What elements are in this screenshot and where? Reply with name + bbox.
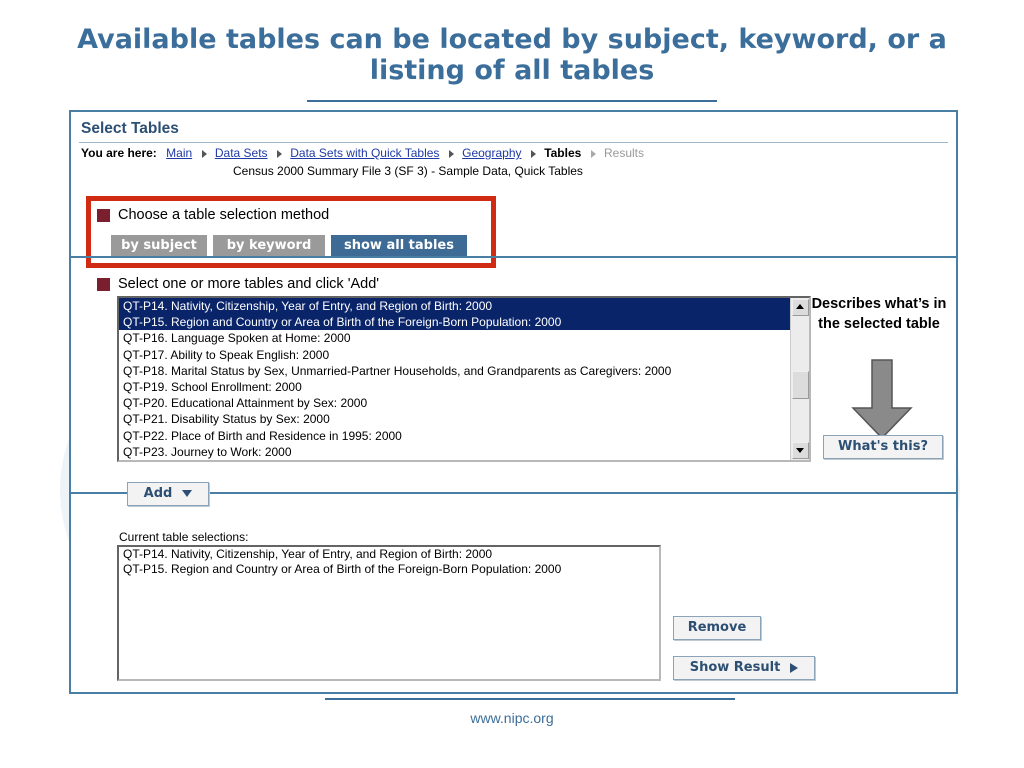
table-list-item[interactable]: QT-P23. Journey to Work: 2000 [123,444,292,459]
current-selection-item[interactable]: QT-P15. Region and Country or Area of Birth of the Foreign-Born Population: 2000 [123,562,562,576]
table-list-item[interactable]: QT-P14. Nativity, Citizenship, Year of Entry, and Region of Birth: 2000 [119,298,809,314]
tab-by-subject[interactable]: by subject [111,235,207,256]
select-section [97,276,379,292]
table-list-item[interactable]: QT-P19. School Enrollment: 2000 [123,379,302,394]
tab-by-keyword[interactable]: by keyword [213,235,325,256]
breadcrumb-arrow-icon [591,150,596,158]
select-label: Select one or more tables and click 'Add' [118,276,380,292]
table-list-item[interactable]: QT-P16. Language Spoken at Home: 2000 [123,331,351,346]
method-label: Choose a table selection method [118,207,330,223]
current-selection-item[interactable]: QT-P14. Nativity, Citizenship, Year of Entry, and Region of Birth: 2000 [123,547,493,561]
panel-heading: Select Tables [81,120,179,137]
footer-divider [325,698,735,700]
current-selections-label: Current table selections: [119,530,249,544]
dataset-name: Census 2000 Summary File 3 (SF 3) - Sample Data, Quick Tables [233,164,583,178]
breadcrumb-current: Tables [544,146,582,160]
show-result-label: Show Result [689,660,781,675]
breadcrumb-link-main[interactable]: Main [166,146,193,160]
table-list-item[interactable]: QT-P18. Marital Status by Sex, Unmarried-Partner Households, and Grandparents as Caregivers: 2000 [123,363,672,378]
select-tables-panel [69,110,958,694]
heading-divider [79,142,948,143]
tables-listbox[interactable] [117,296,811,462]
method-section [97,207,329,223]
footer-url: www.nipc.org [470,710,554,726]
breadcrumb-arrow-icon [277,150,282,158]
breadcrumb-next: Results [604,146,645,160]
title-divider [307,100,717,102]
breadcrumb-prefix: You are here: [81,146,157,160]
scroll-thumb[interactable] [792,371,809,399]
breadcrumb-link-data-sets[interactable]: Data Sets [214,146,268,160]
breadcrumb-arrow-icon [202,150,207,158]
listbox-scrollbar[interactable] [790,298,809,460]
add-button-label: Add [143,486,173,501]
whats-this-button[interactable]: What's this? [823,435,943,459]
table-list-item[interactable]: QT-P21. Disability Status by Sex: 2000 [123,412,330,427]
breadcrumb-arrow-icon [449,150,454,158]
bullet-icon [97,278,110,291]
breadcrumb-link-geography[interactable]: Geography [462,146,522,160]
slide-title: Available tables can be located by subject, keyword, or a listing of all tables [77,24,947,86]
breadcrumb [81,146,644,160]
current-selections-list [119,547,659,577]
remove-button[interactable]: Remove [673,616,761,640]
down-arrow-icon [849,358,915,440]
table-list-item[interactable]: QT-P15. Region and Country or Area of Birth of the Foreign-Born Population: 2000 [119,314,809,330]
bullet-icon [97,209,110,222]
tables-list [119,298,809,460]
triangle-down-icon [182,490,192,497]
scroll-down-icon[interactable] [792,442,809,459]
table-list-item[interactable]: QT-P22. Place of Birth and Residence in 1995: 2000 [123,428,402,443]
scroll-up-icon[interactable] [792,299,809,316]
current-selections-listbox[interactable] [117,545,661,681]
section-divider [71,256,956,258]
add-button[interactable] [127,482,209,506]
tab-show-all-tables[interactable]: show all tables [331,235,467,258]
breadcrumb-arrow-icon [531,150,536,158]
table-list-item[interactable]: QT-P20. Educational Attainment by Sex: 2000 [123,396,368,411]
breadcrumb-link-quick-tables[interactable]: Data Sets with Quick Tables [290,146,440,160]
play-arrow-icon [790,663,798,673]
show-result-button[interactable] [673,656,815,680]
table-list-item[interactable]: QT-P17. Ability to Speak English: 2000 [123,347,330,362]
callout-text: Describes what’s in the selected table [811,296,947,332]
